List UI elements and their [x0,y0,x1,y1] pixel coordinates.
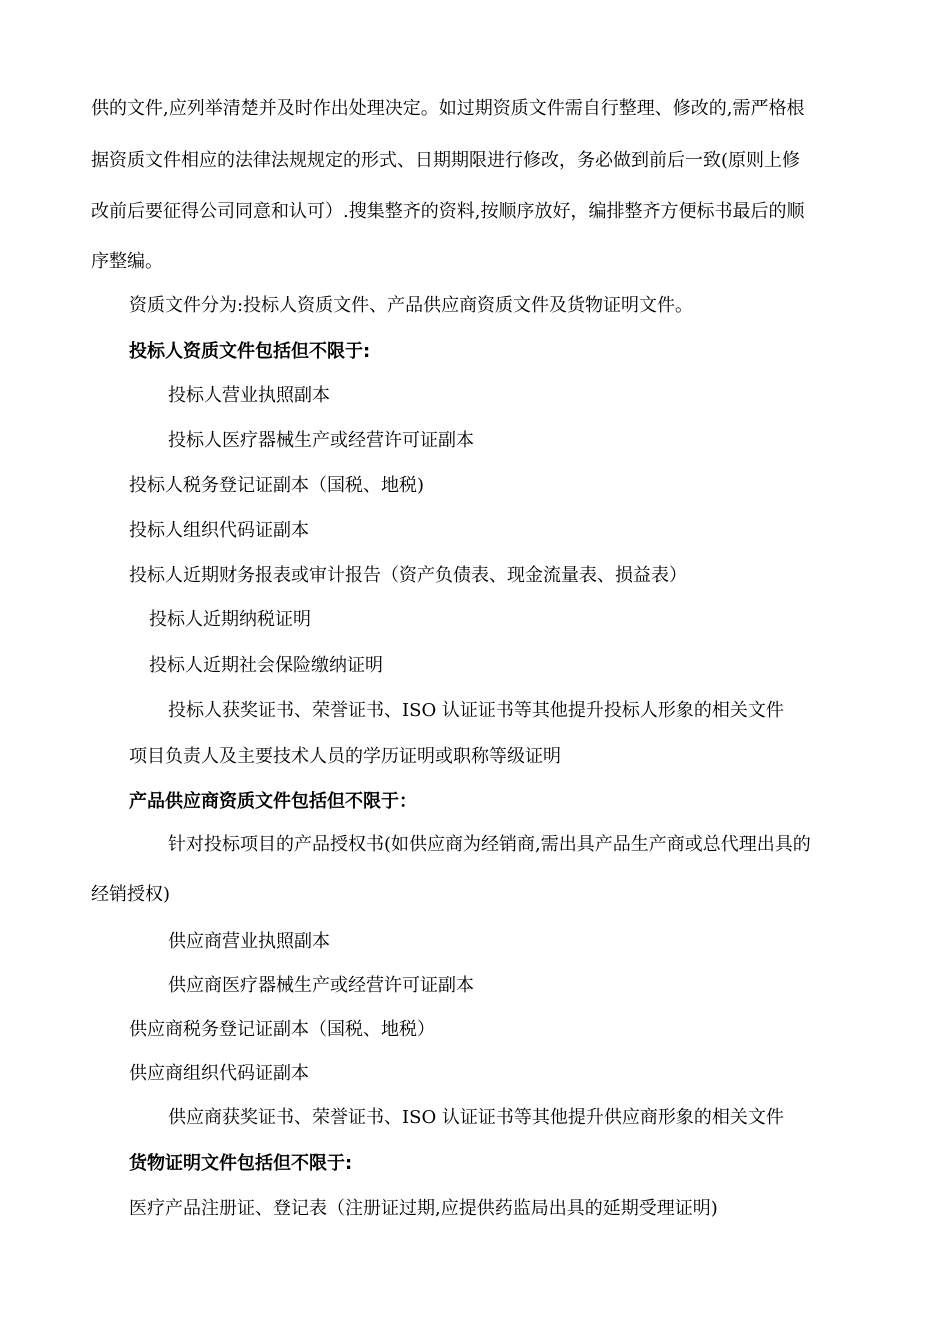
section-heading: 货物证明文件包括但不限于: [129,1153,353,1174]
paragraph-line: 资质文件分为:投标人资质文件、产品供应商资质文件及货物证明文件。 [129,295,694,316]
list-item: 供应商税务登记证副本（国税、地税） [129,1019,435,1040]
list-item: 针对投标项目的产品授权书(如供应商为经销商,需出具产品生产商或总代理出具的 [168,834,811,855]
list-item: 投标人近期社会保险缴纳证明 [149,655,383,676]
list-item: 投标人近期纳税证明 [149,609,311,630]
paragraph-line: 供的文件,应列举清楚并及时作出处理决定。如过期资质文件需自行整理、修改的,需严格根 [91,98,805,119]
list-item: 供应商营业执照副本 [168,931,330,952]
list-item: 投标人营业执照副本 [168,385,330,406]
list-item: 医疗产品注册证、登记表（注册证过期,应提供药监局出具的延期受理证明) [129,1198,718,1219]
list-item: 投标人组织代码证副本 [129,520,309,541]
list-item: 供应商医疗器械生产或经营许可证副本 [168,975,474,996]
list-item: 项目负责人及主要技术人员的学历证明或职称等级证明 [129,746,561,767]
list-item: 投标人医疗器械生产或经营许可证副本 [168,430,474,451]
list-item: 投标人税务登记证副本（国税、地税) [129,475,425,496]
paragraph-line: 据资质文件相应的法律法规规定的形式、日期期限进行修改，务必做到前后一致(原则上修 [91,150,801,171]
section-heading: 投标人资质文件包括但不限于: [129,341,371,362]
list-item: 投标人近期财务报表或审计报告（资产负债表、现金流量表、损益表） [129,565,687,586]
paragraph-line: 改前后要征得公司同意和认可）.搜集整齐的资料,按顺序放好，编排整齐方便标书最后的顺 [91,201,805,222]
list-item-continuation: 经销授权) [91,884,171,905]
list-item: 供应商获奖证书、荣誉证书、ISO 认证证书等其他提升供应商形象的相关文件 [168,1107,784,1128]
paragraph-line: 序整编。 [91,251,163,272]
section-heading: 产品供应商资质文件包括但不限于： [129,791,417,812]
list-item: 投标人获奖证书、荣誉证书、ISO 认证证书等其他提升投标人形象的相关文件 [168,700,784,721]
list-item: 供应商组织代码证副本 [129,1063,309,1084]
